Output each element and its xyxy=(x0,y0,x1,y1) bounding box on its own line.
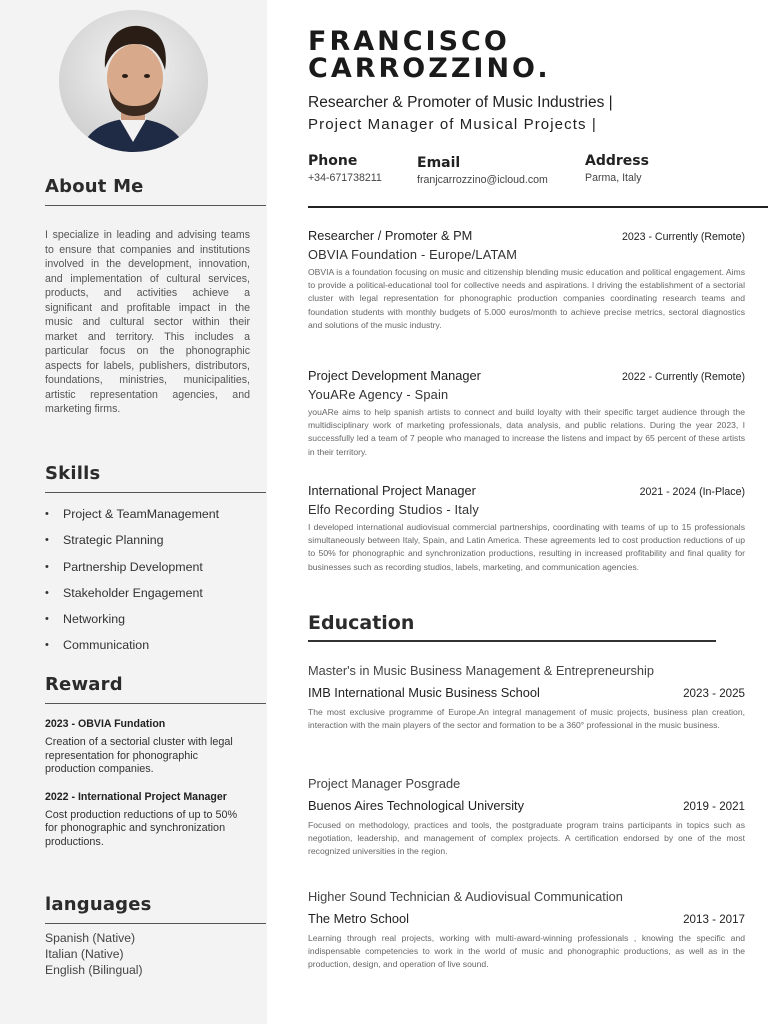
skill-item xyxy=(45,559,266,585)
skill-label: Partnership Development xyxy=(63,559,203,574)
edu-years: 2023 - 2025 xyxy=(683,687,745,700)
job-title: International Project Manager xyxy=(308,483,476,498)
skill-label: Project & TeamManagement xyxy=(63,507,220,521)
bullet-dot-icon: • xyxy=(45,508,49,520)
skill-label: Communication xyxy=(63,638,150,653)
skill-item xyxy=(45,585,266,611)
edu-years: 2013 - 2017 xyxy=(683,913,745,926)
job-description: I developed international audiovisual commercial partnerships, coordinating with teams of up to 15 professionals simultaneously between Italy, Spain, and Latin America. These agreements led to cost production reductions of up to 50% for phonographic and synchronization productions, resulting in increased profitability and final quality for businesses such as recording studios, labels, marketing, and communication agencies. xyxy=(308,522,745,572)
edu-degree: Higher Sound Technician & Audiovisual Communication xyxy=(308,889,623,904)
job-date: 2023 - Currently (Remote) xyxy=(621,231,745,243)
job-company: YouARe Agency - Spain xyxy=(308,387,449,402)
skill-label: Stakeholder Engagement xyxy=(63,585,203,600)
avatar xyxy=(59,10,208,152)
reward-title: 2022 - International Project Manager xyxy=(45,790,227,803)
edu-description: Focused on methodology, practices and tools, the postgraduate program trains participants in topics such as negotiation, leadership, and management of complex projects. A certification endorsed by one of the most recognized universities in the region. xyxy=(308,820,745,857)
contact-email xyxy=(417,155,548,186)
language-item: English (Bilingual) xyxy=(45,963,143,977)
education-heading: Education xyxy=(308,612,716,642)
reward-item xyxy=(45,791,266,850)
name-line: FRANCISCO xyxy=(308,26,510,57)
education-item xyxy=(308,889,745,972)
languages-section xyxy=(45,894,266,978)
experience-item xyxy=(308,368,745,459)
education-item xyxy=(308,776,745,859)
languages-list xyxy=(45,930,266,978)
about-section xyxy=(45,176,266,417)
education-item xyxy=(308,663,745,732)
contact-phone xyxy=(308,153,382,184)
language-item: Italian (Native) xyxy=(45,947,124,961)
contact-address xyxy=(585,153,649,184)
job-title: Researcher / Promoter & PM xyxy=(308,228,473,243)
skill-item xyxy=(45,611,266,637)
skill-label: Strategic Planning xyxy=(63,533,164,548)
header-divider xyxy=(308,206,768,208)
reward-section xyxy=(45,674,266,850)
skill-item xyxy=(45,506,266,532)
address-value: Parma, Italy xyxy=(585,172,642,184)
job-description: youARe aims to help spanish artists to connect and build loyalty with their specific target audience through the multidisciplinary work of marketing professionals, data analysis, and public relations. During the year 2023, I successfully led a team of 7 people who managed to increase the listens and impact by 65 percent of these artists in their territory. xyxy=(308,407,745,457)
skill-item xyxy=(45,532,266,558)
sidebar xyxy=(0,0,267,1024)
phone-label: Phone xyxy=(308,153,358,169)
reward-text: Creation of a sectorial cluster with legal representation for phonographic production companies. xyxy=(45,736,233,776)
bullet-dot-icon: • xyxy=(45,586,49,599)
address-label: Address xyxy=(585,153,649,169)
job-date: 2022 - Currently (Remote) xyxy=(621,371,745,383)
about-heading: About Me xyxy=(45,176,266,206)
skills-heading: Skills xyxy=(45,463,266,493)
edu-degree: Project Manager Posgrade xyxy=(308,776,461,791)
skills-list xyxy=(45,506,266,664)
edu-degree: Master's in Music Business Management & Entrepreneurship xyxy=(308,663,654,678)
job-company: OBVIA Foundation - Europe/LATAM xyxy=(308,247,518,262)
full-name xyxy=(308,28,551,82)
reward-title: 2023 - OBVIA Fundation xyxy=(45,718,166,730)
skill-label: Networking xyxy=(63,612,125,627)
phone-value[interactable]: +34-671738211 xyxy=(308,172,382,184)
email-label: Email xyxy=(417,155,461,171)
email-value[interactable]: franjcarrozzino@icloud.com xyxy=(417,174,548,186)
edu-school: Buenos Aires Technological University xyxy=(308,798,525,813)
experience-item xyxy=(308,228,745,332)
role-line: Researcher & Promoter of Music Industries | xyxy=(308,94,613,111)
skills-section xyxy=(45,463,266,664)
name-line: CARROZZINO. xyxy=(308,53,551,84)
role-line: Project Manager of Musical Projects | xyxy=(308,116,597,133)
reward-text: Cost production reductions of up to 50% for phonographic and synchronization productions. xyxy=(45,808,238,848)
edu-description: Learning through real projects, working with multi-award-winning professionals , knowing the specific and indispensable competencies to work in the world of music and phonographic productions, as well as in the production, design, and operation of live sound. xyxy=(308,933,745,970)
about-text: I specialize in leading and advising teams to ensure that companies and institutions involved in the development, innovation, and implementation of cultural services, products, and activities achieve a significant and profitable impact in the music and cultural sector within their market and territory. This includes a particular focus on the phonographic aspects for labels, publishers, distributors, foundations, ministries, municipalities, artistic representation agencies, and marketing firms. xyxy=(45,229,250,415)
profile-photo xyxy=(59,10,208,152)
language-item: Spanish (Native) xyxy=(45,931,136,945)
bullet-dot-icon: • xyxy=(45,639,49,652)
reward-heading: Reward xyxy=(45,674,266,704)
reward-item xyxy=(45,718,266,777)
edu-description: The most exclusive programme of Europe.An integral management of music projects, business plan creation, interaction with the main players of the sector and formation to be a 360° professional in the music business. xyxy=(308,707,745,731)
languages-heading: languages xyxy=(45,894,266,924)
experience-item xyxy=(308,483,745,574)
edu-school: The Metro School xyxy=(308,911,410,926)
bullet-dot-icon: • xyxy=(45,534,49,547)
edu-years: 2019 - 2021 xyxy=(683,800,745,813)
job-company: Elfo Recording Studios - Italy xyxy=(308,502,480,517)
bullet-dot-icon: • xyxy=(45,560,49,573)
job-description: OBVIA is a foundation focusing on music and citizenship blending music education and political engagement. Aims to provide a political-educational tool for collective needs and aspirations. I driving the establishment of a sectorial cluster with legal representation for phonographic production companies coordinating research teams and foundation students with monthly budgets of 5.000 euros/month to achieve precise metrics, sectoral diagnostics and solutions of the music industry. xyxy=(308,267,745,330)
skill-item xyxy=(45,637,266,663)
job-title: Project Development Manager xyxy=(308,368,481,383)
job-date: 2021 - 2024 (In-Place) xyxy=(639,486,745,498)
edu-school: IMB International Music Business School xyxy=(308,685,540,700)
bullet-dot-icon: • xyxy=(45,613,49,626)
